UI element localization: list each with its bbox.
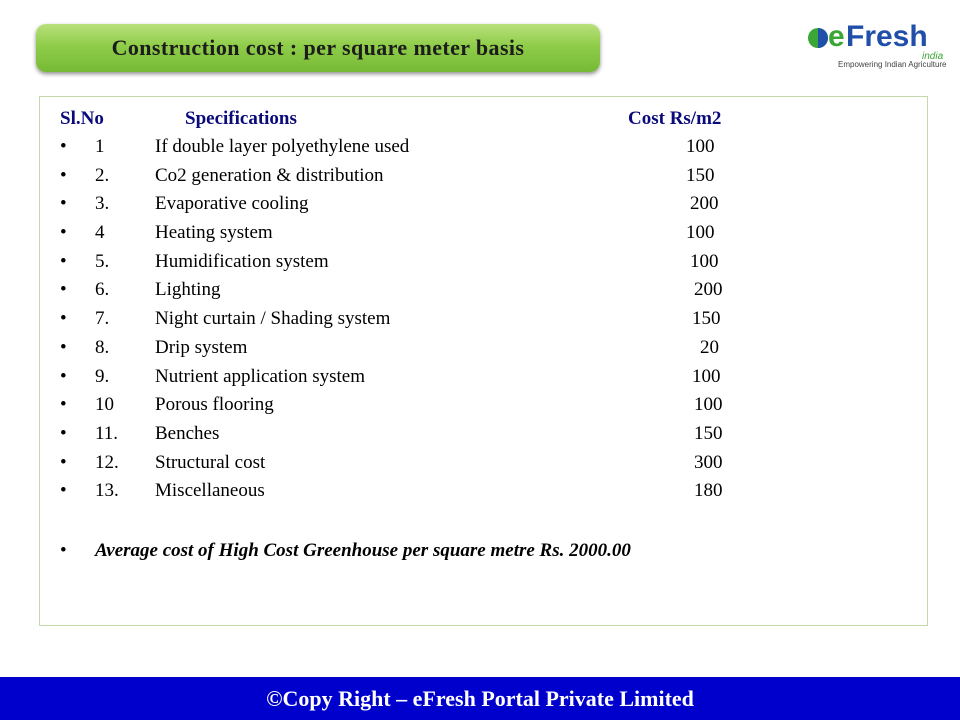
item-spec: Porous flooring [155, 394, 274, 416]
bullet-icon: • [60, 193, 67, 215]
item-spec: Nutrient application system [155, 365, 366, 387]
svg-text:india: india [922, 51, 944, 62]
bullet-icon: • [60, 164, 67, 186]
item-spec: Miscellaneous [155, 480, 265, 502]
item-cost: 20 [700, 336, 719, 358]
item-number: 7. [95, 308, 110, 330]
item-number: 6. [95, 279, 110, 301]
bullet-icon: • [60, 365, 67, 387]
item-cost: 100 [686, 136, 715, 157]
item-spec: Night curtain / Shading system [155, 308, 391, 330]
item-number: 10 [95, 394, 114, 416]
svg-text:Fresh: Fresh [846, 20, 928, 53]
item-number: 4 [95, 222, 105, 244]
bullet-icon: • [60, 222, 67, 244]
item-number: 13. [95, 480, 119, 502]
bullet-icon: • [60, 250, 67, 272]
item-cost: 300 [694, 451, 723, 473]
list-item [0, 308, 960, 337]
item-number: 3. [95, 193, 110, 215]
list-item [0, 165, 960, 194]
bullet-icon: • [60, 451, 67, 473]
svg-text:e: e [828, 20, 845, 53]
item-number: 11. [95, 422, 119, 444]
list-item [0, 251, 960, 280]
item-spec: Humidification system [155, 250, 329, 272]
list-item [0, 279, 960, 308]
bullet-icon: • [60, 336, 67, 358]
item-cost: 150 [692, 308, 721, 330]
logo-tagline: Empowering Indian Agriculture [838, 60, 947, 69]
list-item [0, 337, 960, 366]
bullet-icon: • [60, 422, 67, 444]
item-number: 1 [95, 136, 105, 157]
item-spec: Evaporative cooling [155, 193, 309, 215]
item-spec: Co2 generation & distribution [155, 164, 384, 186]
item-cost: 200 [690, 193, 719, 215]
item-number: 8. [95, 336, 110, 358]
list-item [0, 136, 960, 165]
item-cost: 100 [694, 394, 723, 416]
item-cost: 100 [686, 222, 715, 244]
item-cost: 100 [692, 365, 721, 387]
item-cost: 100 [690, 250, 719, 272]
list-item [0, 452, 960, 481]
copyright-footer: ©Copy Right – eFresh Portal Private Limited [0, 677, 960, 720]
list-item [0, 193, 960, 222]
item-number: 5. [95, 250, 110, 272]
table-header [0, 108, 960, 134]
item-spec: Lighting [155, 279, 221, 301]
list-item [0, 394, 960, 423]
item-spec: Structural cost [155, 451, 266, 473]
bullet-icon: • [60, 279, 67, 301]
bullet-icon: • [60, 394, 67, 416]
item-spec: Drip system [155, 336, 248, 358]
slide-title: Construction cost : per square meter basis [36, 24, 600, 72]
bullet-icon: • [60, 540, 67, 561]
header-sl-no: Sl.No [60, 108, 104, 129]
efresh-logo-mark [800, 8, 960, 64]
item-cost: 200 [694, 279, 723, 301]
item-cost: 150 [686, 164, 715, 186]
item-cost: 150 [694, 422, 723, 444]
cost-list [0, 136, 960, 509]
bullet-icon: • [60, 480, 67, 502]
item-cost: 180 [694, 480, 723, 502]
bullet-icon: • [60, 136, 67, 157]
item-spec: If double layer polyethylene used [155, 136, 410, 157]
list-item [0, 366, 960, 395]
item-number: 12. [95, 451, 119, 473]
item-spec: Heating system [155, 222, 273, 244]
bullet-icon: • [60, 308, 67, 330]
list-item [0, 222, 960, 251]
header-cost: Cost Rs/m2 [628, 108, 722, 129]
list-item [0, 423, 960, 452]
item-spec: Benches [155, 422, 220, 444]
header-specifications: Specifications [185, 108, 297, 129]
item-number: 9. [95, 365, 110, 387]
average-cost-text: Average cost of High Cost Greenhouse per square metre Rs. 2000.00 [95, 540, 631, 561]
item-number: 2. [95, 164, 110, 186]
list-item [0, 480, 960, 509]
